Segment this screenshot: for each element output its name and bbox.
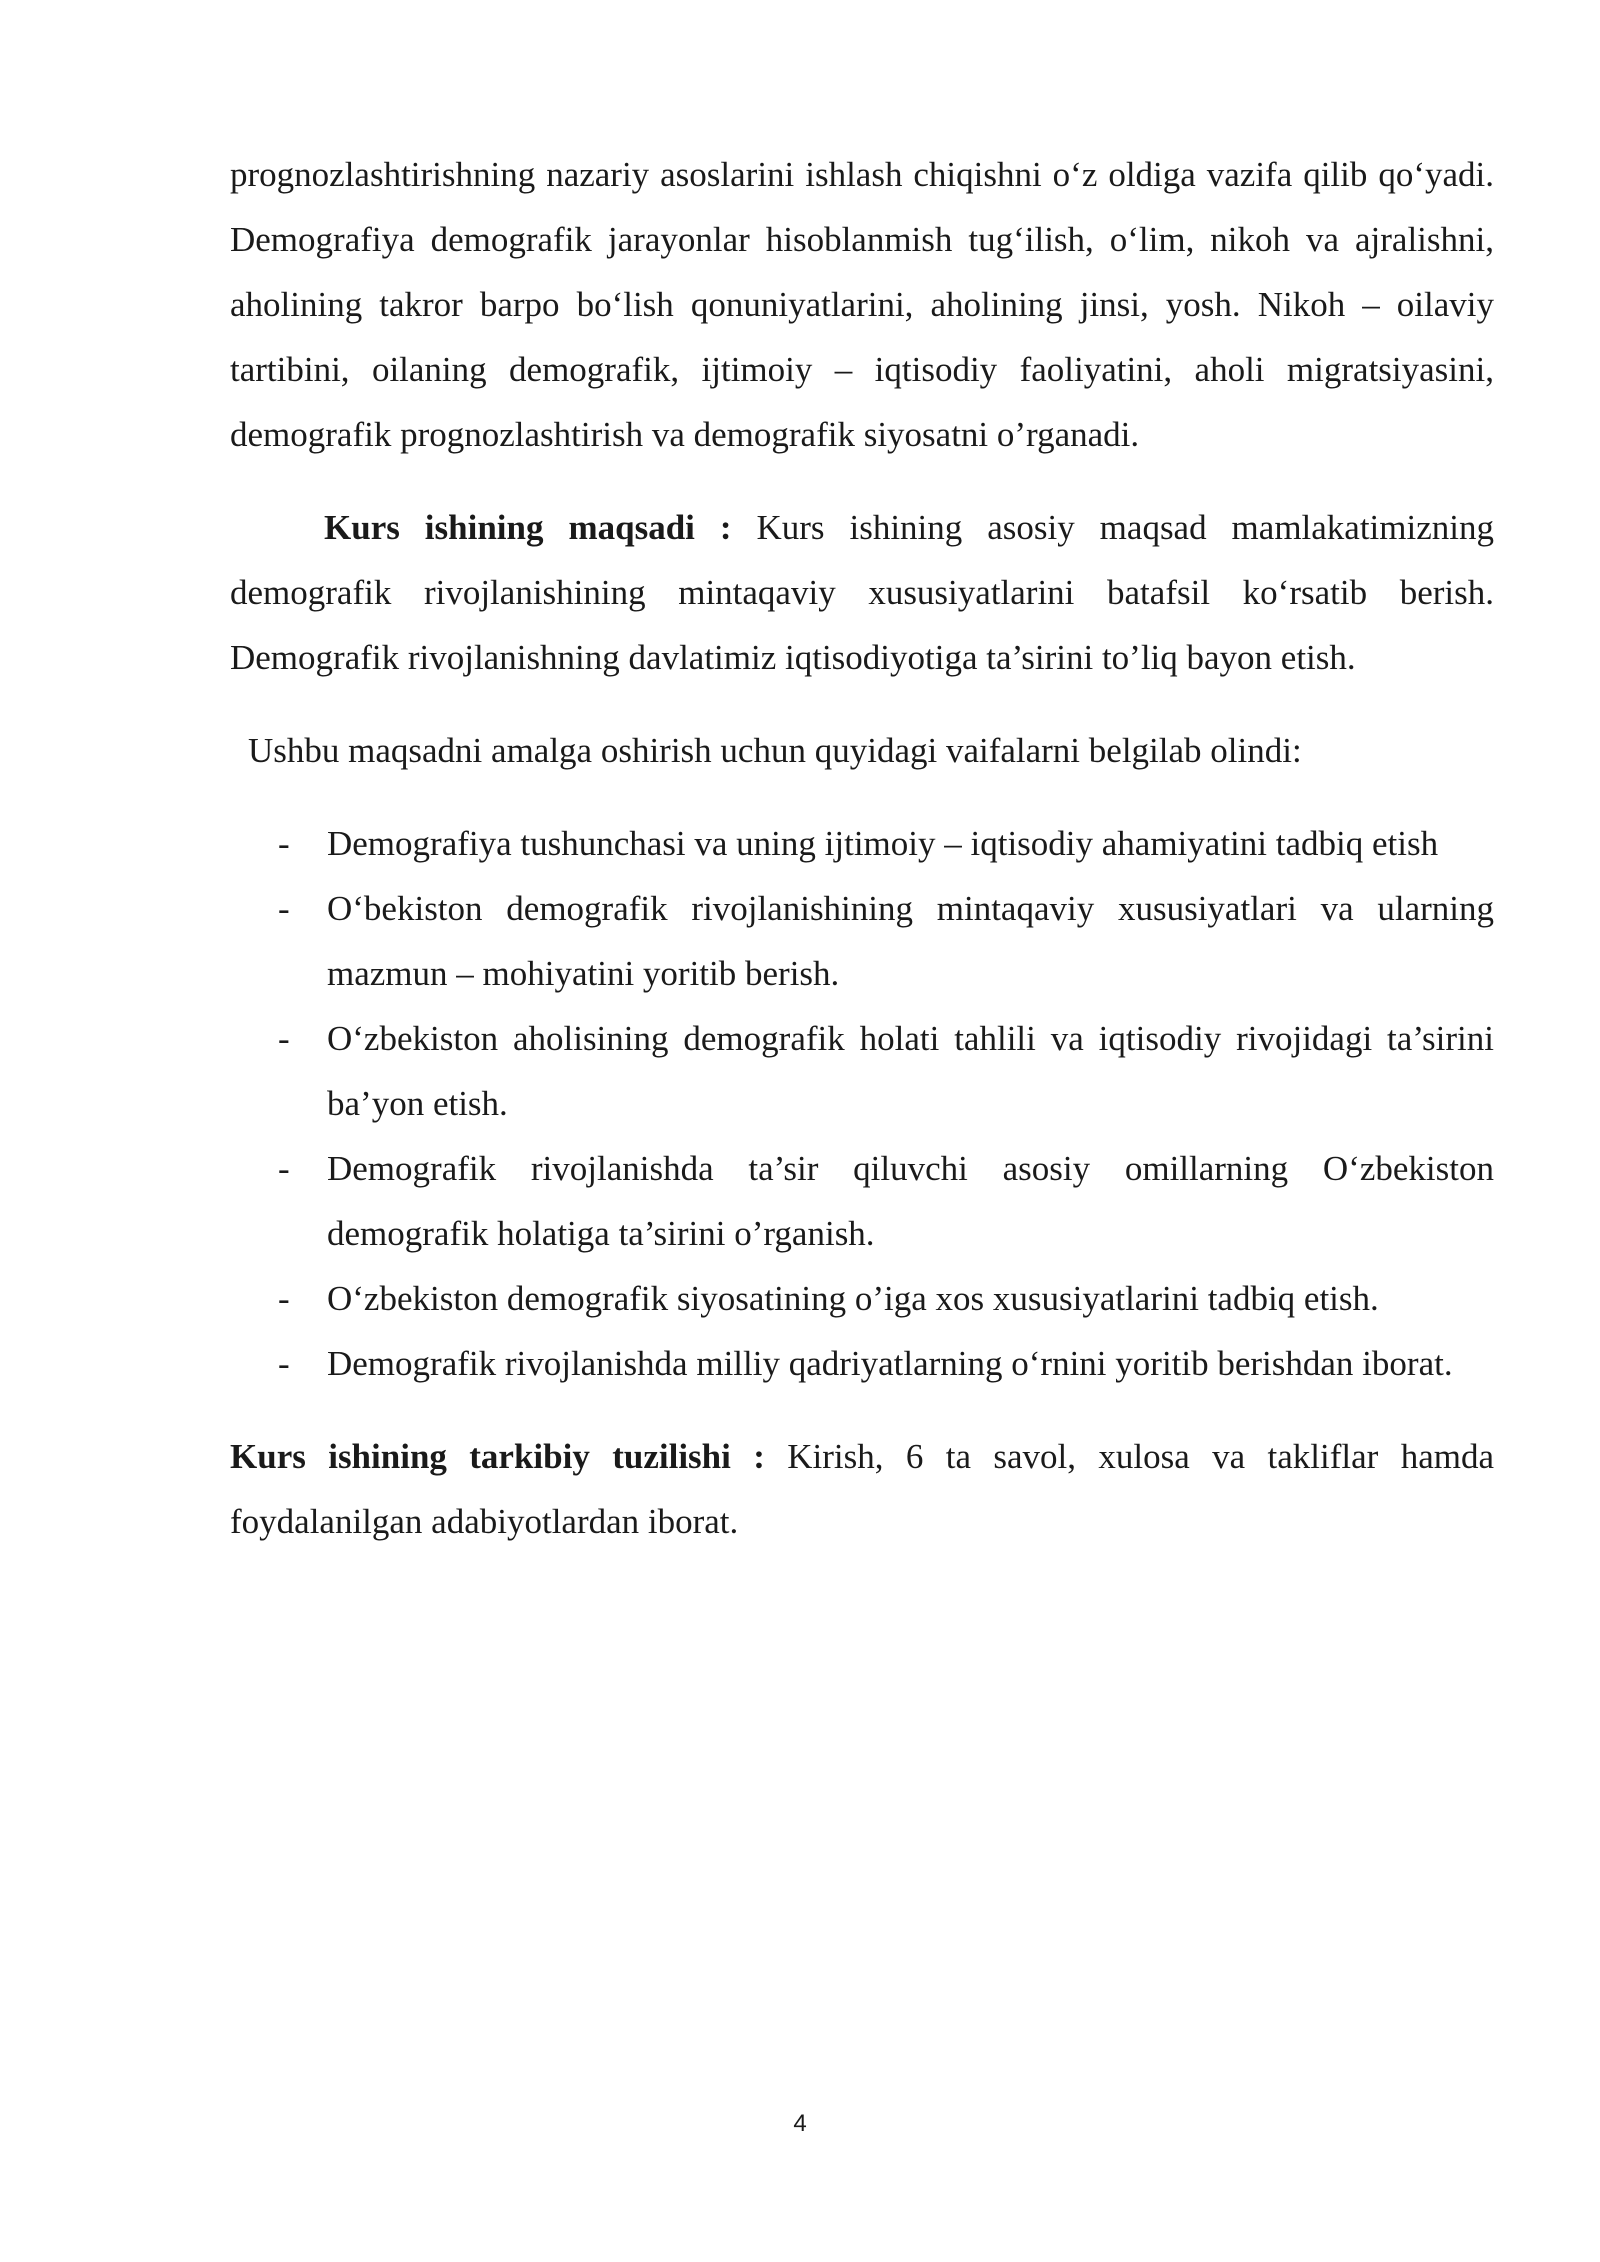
list-dash: - xyxy=(278,1344,290,1383)
structure-text: Kirish, 6 ta savol, xulosa va takliflar hamda foydalanilgan adabiyotlardan iborat. xyxy=(230,1437,1494,1541)
task-text: O‘bekiston demografik rivojlanishining mintaqaviy xususiyatlari va ularning mazmun – mohiyatini yoritib berish. xyxy=(327,889,1494,993)
task-item-5 xyxy=(230,1266,1494,1331)
structure-paragraph xyxy=(230,1424,1494,1554)
task-item-6 xyxy=(230,1331,1494,1396)
intro-paragraph: prognozlashtirishning nazariy asoslarini ishlash chiqishni o‘z oldiga vazifa qilib qo‘yadi. Demografiya demografik jarayonlar hisoblanmish tug‘ilish, o‘lim, nikoh va ajralishni, aholining takror barpo bo‘lish qonuniyatlarini, aholining jinsi, yosh. Nikoh – oilaviy tartibini, oilaning demografik, ijtimoiy – iqtisodiy faoliyatini, aholi migratsiyasini, demografik prognozlashtirish va demografik siyosatni o’rganadi. xyxy=(230,155,1494,454)
task-text: Demografiya tushunchasi va uning ijtimoiy – iqtisodiy ahamiyatini tadbiq etish xyxy=(327,824,1439,863)
task-text: O‘zbekiston aholisining demografik holati tahlili va iqtisodiy rivojidagi ta’sirini ba’yon etish. xyxy=(327,1019,1494,1123)
task-item-2 xyxy=(230,876,1494,1006)
task-item-1 xyxy=(230,811,1494,876)
page-number: 4 xyxy=(793,2110,807,2137)
goal-paragraph xyxy=(230,495,1494,690)
tasks-intro-paragraph: Ushbu maqsadni amalga oshirish uchun quyidagi vaifalarni belgilab olindi: xyxy=(248,731,1302,770)
list-dash: - xyxy=(278,889,290,928)
goal-heading: Kurs ishining maqsadi : xyxy=(324,508,732,547)
document-page xyxy=(230,142,1494,1554)
task-text: Demografik rivojlanishda milliy qadriyatlarning o‘rnini yoritib berishdan iborat. xyxy=(327,1344,1453,1383)
task-text: O‘zbekiston demografik siyosatining o’iga xos xususiyatlarini tadbiq etish. xyxy=(327,1279,1379,1318)
task-list xyxy=(230,811,1494,1396)
list-dash: - xyxy=(278,1019,290,1058)
structure-heading: Kurs ishining tarkibiy tuzilishi : xyxy=(230,1437,765,1476)
task-item-4 xyxy=(230,1136,1494,1266)
goal-text: Kurs ishining asosiy maqsad mamlakatimizning demografik rivojlanishining mintaqaviy xususiyatlarini batafsil ko‘rsatib berish. Demografik rivojlanishning davlatimiz iqtisodiyotiga ta’sirini to’liq bayon etish. xyxy=(230,508,1494,677)
list-dash: - xyxy=(278,1279,290,1318)
task-item-3 xyxy=(230,1006,1494,1136)
list-dash: - xyxy=(278,1149,290,1188)
task-text: Demografik rivojlanishda ta’sir qiluvchi asosiy omillarning O‘zbekiston demografik holatiga ta’sirini o’rganish. xyxy=(327,1149,1494,1253)
list-dash: - xyxy=(278,824,290,863)
